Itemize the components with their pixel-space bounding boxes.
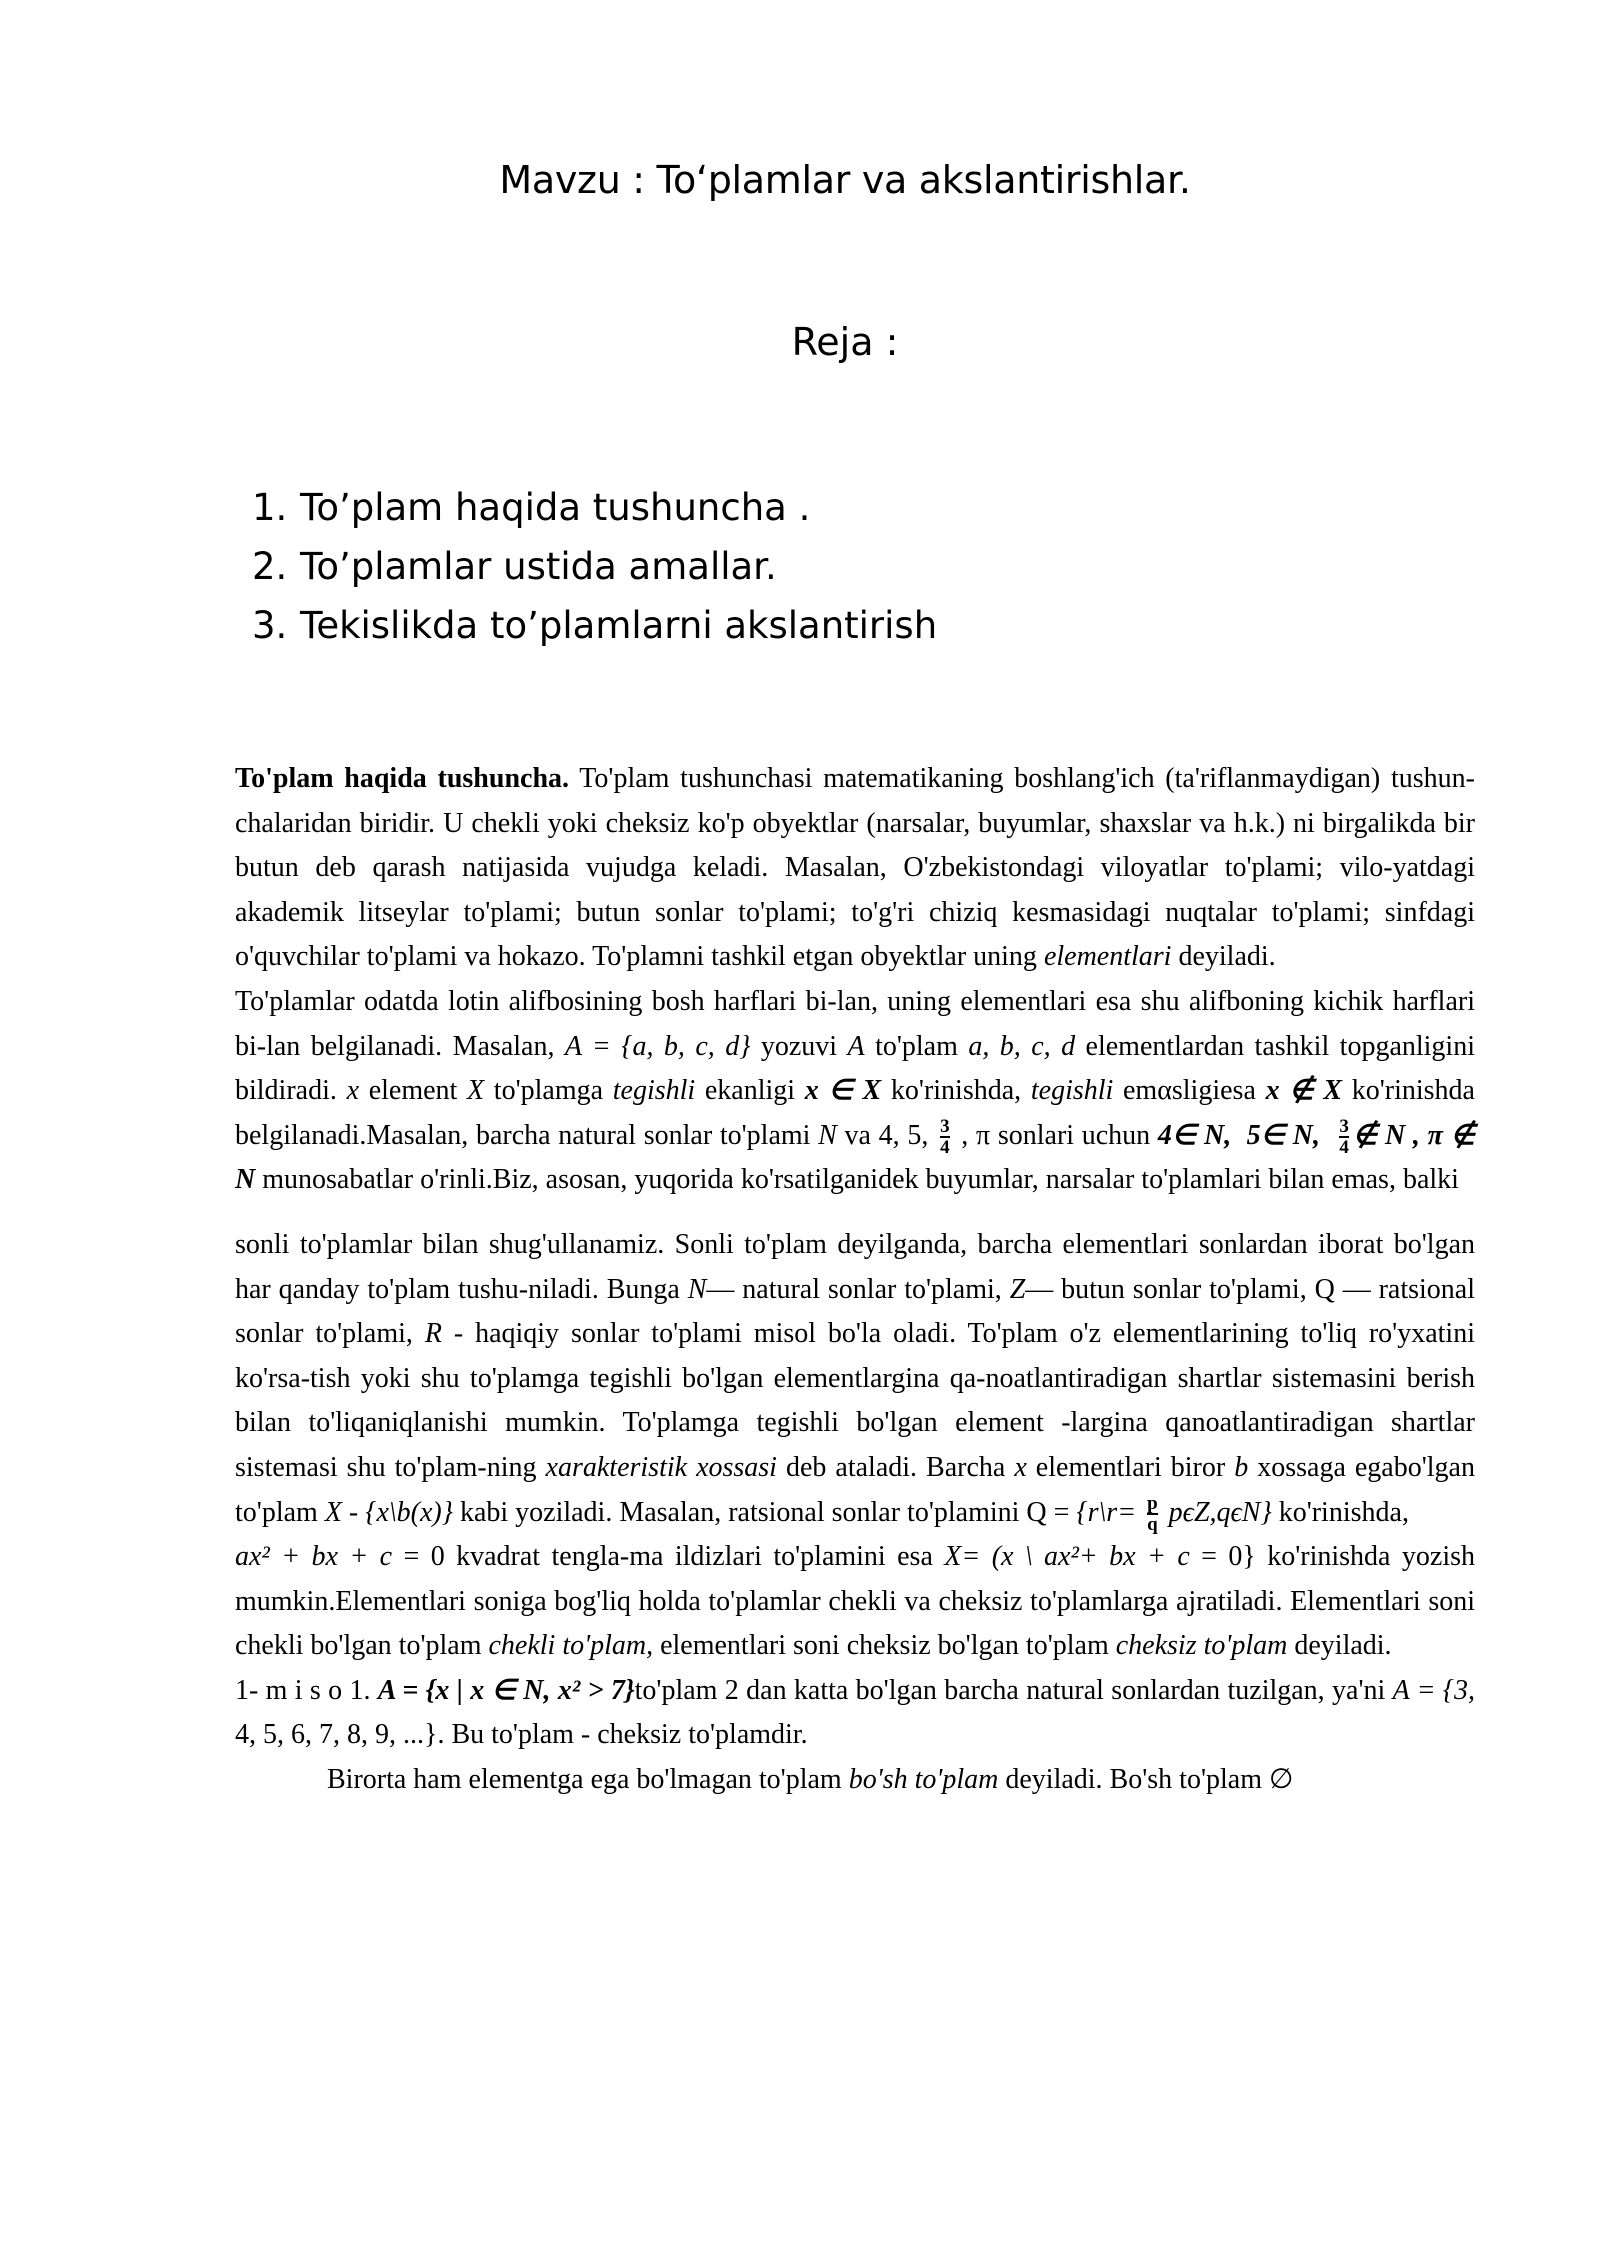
- math: 4∈ N,: [1157, 1119, 1232, 1151]
- text-run: deb ataladi. Barcha: [776, 1451, 1015, 1483]
- plan-item-text: To’plamlar ustida amallar.: [300, 545, 777, 588]
- math: X: [324, 1496, 342, 1528]
- math: ∉ N , π ∉ N: [235, 1119, 1475, 1196]
- text-run: = 0 kvadrat tengla-ma ildizlari to'plamini esa: [392, 1541, 945, 1573]
- math: R: [424, 1318, 442, 1350]
- fraction-numerator: 3: [940, 1116, 950, 1138]
- plan-list: [252, 478, 937, 655]
- text-run: deyiladi. Bo'sh to'plam ∅: [998, 1764, 1294, 1796]
- term: tegishli: [612, 1075, 696, 1107]
- math: X: [467, 1075, 485, 1107]
- math: pϵZ,qϵN}: [1161, 1496, 1272, 1528]
- plan-item: [252, 596, 937, 655]
- plan-heading: Reja :: [791, 320, 899, 364]
- text-run: kabi yoziladi. Masalan, ratsional sonlar to'plamini Q =: [452, 1496, 1077, 1528]
- paragraph-numeric-sets: [235, 1223, 1475, 1535]
- text-run: = 0} ko'rinishda yozish mumkin.Elementlari soniga bog'liq holda to'plamlar chekli va cheksiz to'plamlarga ajratiladi. Elementlari soni chekli bo'lgan to'plam: [235, 1541, 1475, 1662]
- plan-item: [252, 537, 937, 596]
- paragraph-finite-infinite: [235, 1535, 1475, 1669]
- text-run: xossaga egabo'lgan to'plam: [235, 1451, 1475, 1528]
- paragraph-notation: [235, 980, 1475, 1203]
- paragraph-intro: [235, 757, 1475, 980]
- text-run: ko'rinishda,: [881, 1075, 1031, 1107]
- plan-item: [252, 478, 937, 537]
- plan-item-number: 2.: [252, 545, 288, 588]
- fraction-denominator: 4: [940, 1137, 950, 1159]
- term: tegishli: [1030, 1075, 1114, 1107]
- text-run: - haqiqiy sonlar to'plami misol bo'la oladi. To'plam o'z elementlarining to'liq ro'yxatini ko'rsa-tish yoki shu to'plamga tegishli bo'lgan elementlargina qa-noatlantiradigan shartlar sistemasini berish bilan to'liqaniqlanishi mumkin. To'plamga tegishli bo'lgan element -largina qanoatlantiradigan shartlar sistemasi shu to'plam-ning: [235, 1318, 1475, 1483]
- plan-item-number: 1.: [252, 486, 288, 529]
- text-run: 4, 5, 6, 7, 8, 9, ...}. Bu to'plam - cheksiz to'plamdir.: [235, 1719, 808, 1751]
- example-label: 1- m i s o 1.: [235, 1674, 378, 1706]
- text-run: ekanligi: [695, 1075, 805, 1107]
- term: cheksiz to'plam: [1115, 1630, 1288, 1662]
- text-run: yozuvi: [750, 1030, 848, 1062]
- math: 5∈ N,: [1246, 1119, 1320, 1151]
- paragraph-empty-set: [235, 1758, 1475, 1803]
- text-run: deyiladi.: [1287, 1630, 1392, 1662]
- term: elementlari: [1043, 941, 1172, 973]
- term: bo'sh to'plam: [848, 1764, 999, 1796]
- term: xarakteristik xossasi: [545, 1451, 777, 1483]
- text-run: deyiladi.: [1171, 941, 1276, 973]
- fraction: [1339, 1117, 1349, 1157]
- text-run: to'plam: [864, 1030, 969, 1062]
- body-text: [235, 757, 1475, 1803]
- math: ax² + bx + c: [235, 1541, 393, 1573]
- text-run: emαsligiesa: [1113, 1075, 1266, 1107]
- math: A = {a, b, c, d}: [564, 1030, 751, 1062]
- math: A = {x | x ∈ N, x² > 7}: [377, 1674, 635, 1706]
- fraction-numerator: 3: [1339, 1116, 1349, 1138]
- math: {r\r=: [1076, 1496, 1144, 1528]
- math: a, b, c, d: [968, 1030, 1076, 1062]
- text-run: elementlari soni cheksiz bo'lgan to'plam: [653, 1630, 1116, 1662]
- text-run: , π sonlari uchun: [953, 1119, 1158, 1151]
- math: x ∈ X: [804, 1075, 882, 1107]
- math: x ∉ X: [1265, 1075, 1343, 1107]
- text-run: To'plamlar odatda lotin alifbosining bosh harflari bi-lan, uning elementlari esa shu alifboning kichik harflari bi-lan belgilanadi. Masalan,: [235, 985, 1475, 1062]
- math: X= (x \ ax²+ bx + c: [944, 1541, 1190, 1573]
- math: A = {3,: [1392, 1674, 1475, 1706]
- section-heading: To'plam haqida tushuncha.: [235, 763, 570, 794]
- text-run: ko'rinishda,: [1271, 1496, 1409, 1528]
- text-run: elementlari biror: [1026, 1451, 1235, 1483]
- fraction-denominator: q: [1147, 1514, 1158, 1536]
- text-run: — butun sonlar to'plami, Q — ratsional sonlar to'plami,: [235, 1273, 1475, 1350]
- math: b: [1234, 1451, 1249, 1483]
- math: N: [818, 1119, 837, 1151]
- plan-item-number: 3.: [252, 604, 288, 647]
- text-run: to'plamga: [484, 1075, 613, 1107]
- math: x: [346, 1075, 359, 1107]
- fraction: [1147, 1494, 1158, 1534]
- math: A: [847, 1030, 865, 1062]
- text-run: -: [341, 1496, 366, 1528]
- text-run: munosabatlar o'rinli.Biz, asosan, yuqorida ko'rsatilganidek buyumlar, narsalar to'plamlari bilan emas, balki: [255, 1164, 1459, 1196]
- math: x: [1014, 1451, 1027, 1483]
- fraction-denominator: 4: [1339, 1137, 1349, 1159]
- text-run: ko'rinishda belgilanadi.Masalan, barcha natural sonlar to'plami: [235, 1075, 1475, 1151]
- math: Z: [1009, 1273, 1026, 1305]
- text-run: va 4, 5,: [836, 1119, 937, 1151]
- fraction-numerator: p: [1147, 1493, 1158, 1515]
- math: {x\b(x)}: [365, 1496, 453, 1528]
- paragraph-example: [235, 1669, 1475, 1758]
- text-run: Birorta ham elementga ega bo'lmagan to'plam: [327, 1764, 849, 1796]
- text-run: to'plam 2 dan katta bo'lgan barcha natural sonlardan tuzilgan, ya'ni: [634, 1674, 1393, 1706]
- math: N: [687, 1273, 707, 1305]
- paragraph-gap: [235, 1203, 1475, 1223]
- fraction: [940, 1117, 950, 1157]
- term: chekli to'plam,: [488, 1630, 654, 1662]
- text-run: element: [359, 1075, 467, 1107]
- page-title: Mavzu : Toʻplamlar va akslantirishlar.: [499, 158, 1191, 202]
- text-run: — natural sonlar to'plami,: [706, 1273, 1010, 1305]
- text-run: elementlardan tashkil topganligini bildiradi.: [235, 1030, 1475, 1107]
- plan-item-text: Tekislikda to’plamlarni akslantirish: [300, 604, 938, 647]
- text-run: sonli to'plamlar bilan shug'ullanamiz. Sonli to'plam deyilganda, barcha elementlari sonlardan iborat bo'lgan har qanday to'plam tushu-niladi. Bunga: [235, 1228, 1475, 1305]
- text-run: To'plam tushunchasi matematikaning boshlang'ich (ta'riflanmaydigan) tushun-chalaridan biridir. U chekli yoki cheksiz ko'p obyektlar (narsalar, buyumlar, shaxslar va h.k.) ni birgalikda bir butun deb qarash natijasida vujudga keladi. Masalan, O'zbekistondagi viloyatlar to'plami; vilo-yatdagi akademik litseylar to'plami; butun sonlar to'plami; to'g'ri chiziq kesmasidagi nuqtalar to'plami; sinfdagi o'quvchilar to'plami va hokazo. To'plamni tashkil etgan obyektlar uning: [235, 763, 1475, 973]
- plan-item-text: To’plam haqida tushuncha .: [300, 486, 811, 529]
